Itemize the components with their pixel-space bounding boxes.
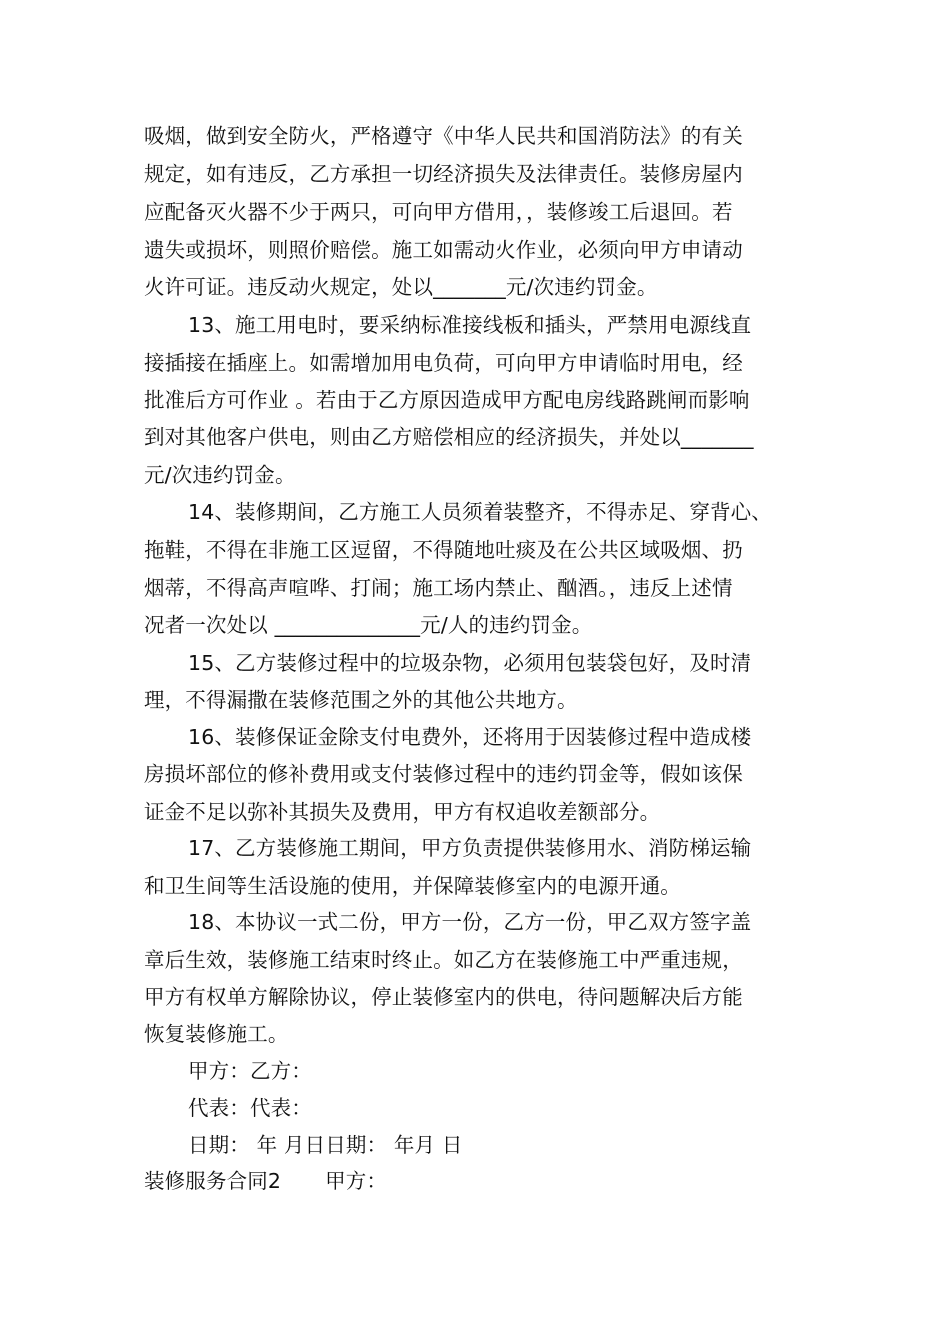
paragraph-line: 拖鞋，不得在非施工区逗留，不得随地吐痰及在公共区域吸烟、扔 [144, 538, 743, 562]
clause-16-line: 16、装修保证金除支付电费外，还将用于因装修过程中造成楼 [188, 725, 752, 749]
paragraph-line: 火许可证。违反动火规定，处以_______元/次违约罚金。 [144, 275, 658, 299]
clause-14-line: 14、装修期间，乙方施工人员须着装整齐，不得赤足、穿背心、 [188, 500, 772, 524]
paragraph-line: 甲方有权单方解除协议，停止装修室内的供电，待问题解决后方能 [144, 985, 743, 1009]
paragraph-line: 到对其他客户供电，则由乙方赔偿相应的经济损失，并处以_______ [144, 425, 754, 449]
representative-line: 代表：代表： [188, 1096, 312, 1120]
paragraph-line: 遗失或损坏，则照价赔偿。施工如需动火作业，必须向甲方申请动 [144, 238, 743, 262]
next-contract-heading [144, 1163, 814, 1201]
paragraph-line: 理，不得漏撒在装修范围之外的其他公共地方。 [144, 688, 578, 712]
clause-13-line: 13、施工用电时，要采纳标准接线板和插头，严禁用电源线直 [188, 313, 752, 337]
paragraph-line: 证金不足以弥补其损失及费用，甲方有权追收差额部分。 [144, 800, 661, 824]
paragraph-line: 应配备灭火器不少于两只，可向甲方借用，，装修竣工后退回。若 [144, 200, 733, 224]
paragraph-line: 批准后方可作业 。若由于乙方原因造成甲方配电房线路跳闸而影响 [144, 388, 750, 412]
paragraph-line: 规定，如有违反，乙方承担一切经济损失及法律责任。装修房屋内 [144, 162, 743, 186]
clause-17-line: 17、乙方装修施工期间，甲方负责提供装修用水、消防梯运输 [188, 836, 752, 860]
date-line: 日期： 年 月日日期： 年月 日 [188, 1133, 463, 1157]
paragraph-line: 烟蒂，不得高声喧哗、打闹；施工场内禁止、酗酒。，违反上述情 [144, 576, 733, 600]
paragraph-line: 和卫生间等生活设施的使用，并保障装修室内的电源开通。 [144, 874, 681, 898]
paragraph-line: 房损坏部位的修补费用或支付装修过程中的违约罚金等，假如该保 [144, 762, 743, 786]
paragraph-line: 恢复装修施工。 [144, 1022, 289, 1046]
paragraph-line: 况者一次处以 ______________元/人的违约罚金。 [144, 613, 593, 637]
paragraph-line: 元/次违约罚金。 [144, 463, 296, 487]
paragraph-line: 接插接在插座上。如需增加用电负荷，可向甲方申请临时用电，经 [144, 351, 743, 375]
paragraph-line: 吸烟，做到安全防火，严格遵守《中华人民共和国消防法》的有关 [144, 124, 743, 148]
contract-title: 装修服务合同2 [144, 1169, 282, 1193]
paragraph-line: 章后生效，装修施工结束时终止。如乙方在装修施工中严重违规， [144, 948, 743, 972]
clause-15-line: 15、乙方装修过程中的垃圾杂物，必须用包装袋包好，及时清 [188, 651, 752, 675]
party-a-label: 甲方： [325, 1169, 388, 1193]
party-signature-line: 甲方：乙方： [188, 1059, 312, 1083]
clause-18-line: 18、本协议一式二份，甲方一份，乙方一份，甲乙双方签字盖 [188, 910, 752, 934]
